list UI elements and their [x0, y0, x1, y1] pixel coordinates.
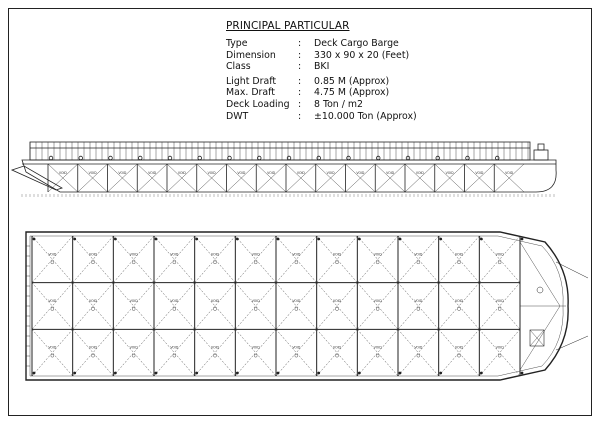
void-label: VOID: [251, 345, 260, 350]
void-label: VOID: [454, 252, 464, 257]
void-label: VOID: [414, 299, 423, 303]
spec-label: DWT: [226, 110, 249, 122]
void-label: VOID: [237, 171, 246, 175]
void-label: VOID: [210, 299, 220, 303]
void-label: VOID: [129, 345, 138, 350]
spec-colon: :: [298, 75, 302, 87]
bollard-mark: [79, 156, 83, 160]
spec-value: Deck Cargo Barge: [314, 38, 399, 49]
void-label: VOID: [118, 171, 127, 175]
winch-mark: [537, 287, 543, 293]
manhole-mark: [173, 354, 176, 357]
bollard-bottom: [399, 372, 402, 375]
void-label: VOID: [292, 345, 301, 350]
spec-value: ±10.000 Ton (Approx): [314, 110, 417, 122]
spec-value: 8 Ton / m2: [314, 98, 363, 110]
bollard-mark: [228, 156, 232, 160]
bollard-bottom: [277, 372, 280, 375]
void-label: VOID: [475, 171, 484, 175]
void-label: VOID: [332, 252, 342, 257]
manhole-mark: [92, 308, 95, 311]
bollard-mark: [495, 156, 499, 160]
bollard-top: [195, 238, 198, 241]
void-label: VOID: [177, 171, 186, 175]
bollard-bottom: [358, 372, 361, 375]
spec-colon: :: [298, 110, 302, 122]
bollard-top: [480, 238, 483, 241]
manhole-mark: [336, 354, 339, 357]
manhole-mark: [51, 308, 54, 311]
void-label: VOID: [292, 299, 301, 303]
deck-inner-outline: [30, 236, 563, 376]
void-label: VOID: [292, 252, 301, 257]
void-label: VOID: [267, 171, 276, 175]
void-label: VOID: [495, 299, 504, 303]
void-label: VOID: [88, 299, 98, 303]
void-label: VOID: [373, 345, 382, 350]
bollard-mark: [317, 156, 321, 160]
manhole-mark: [214, 261, 217, 264]
bollard-mark: [436, 156, 440, 160]
spec-value: BKI: [314, 61, 330, 73]
void-label: VOID: [414, 252, 423, 257]
void-label: VOID: [495, 345, 504, 350]
bollard-top: [236, 238, 239, 241]
manhole-mark: [51, 261, 54, 264]
manhole-mark: [417, 308, 420, 311]
void-label: VOID: [48, 345, 57, 350]
bollard-mark: [138, 156, 142, 160]
void-label: VOID: [414, 345, 423, 350]
void-label: VOID: [170, 299, 179, 303]
deck-plan-view: [26, 232, 588, 380]
manhole-mark: [254, 354, 257, 357]
spec-value: 330 x 90 x 20 (Feet): [314, 49, 410, 61]
deck-cargo-fence: [30, 142, 530, 160]
void-label: VOID: [332, 299, 342, 303]
towing-line: [556, 336, 588, 350]
bollard-mark: [109, 156, 113, 160]
void-label: VOID: [58, 171, 67, 175]
spec-colon: :: [298, 38, 302, 49]
manhole-mark: [458, 354, 461, 357]
void-label: VOID: [210, 252, 220, 257]
void-label: VOID: [454, 345, 464, 350]
void-label: VOID: [332, 345, 342, 350]
manhole-mark: [295, 308, 298, 311]
spec-colon: :: [298, 87, 302, 99]
deckhouse: [534, 150, 548, 160]
manhole-mark: [173, 308, 176, 311]
bollard-top: [33, 238, 36, 241]
bollard-top: [439, 238, 442, 241]
bollard-bottom: [236, 372, 239, 375]
bollard-mark: [466, 156, 470, 160]
void-label: VOID: [373, 299, 382, 303]
side-elevation-view: [12, 142, 556, 197]
void-label: VOID: [129, 299, 138, 303]
manhole-mark: [132, 354, 135, 357]
manhole-mark: [92, 261, 95, 264]
bollard-top: [521, 238, 524, 241]
spec-label: Deck Loading: [226, 98, 290, 110]
principal-particular-title: PRINCIPAL PARTICULAR: [226, 20, 350, 32]
bollard-top: [358, 238, 361, 241]
spec-label: Dimension: [226, 49, 276, 61]
manhole-mark: [132, 261, 135, 264]
void-label: VOID: [148, 171, 157, 175]
spec-colon: :: [298, 49, 302, 61]
bollard-bottom: [439, 372, 442, 375]
void-label: VOID: [129, 252, 138, 257]
void-label: VOID: [170, 345, 179, 350]
bollard-bottom: [114, 372, 117, 375]
void-label: VOID: [251, 252, 260, 257]
bollard-bottom: [33, 372, 36, 375]
void-label: VOID: [386, 171, 395, 175]
void-label: VOID: [251, 299, 260, 303]
bollard-bottom: [521, 372, 524, 375]
bollard-top: [317, 238, 320, 241]
bollard-mark: [198, 156, 202, 160]
bollard-mark: [287, 156, 291, 160]
ramp-profile: [12, 166, 62, 190]
void-label: VOID: [210, 345, 220, 350]
bow-bracing: [520, 242, 560, 306]
manhole-mark: [295, 261, 298, 264]
void-label: VOID: [445, 171, 454, 175]
bollard-bottom: [480, 372, 483, 375]
manhole-mark: [376, 261, 379, 264]
manhole-mark: [417, 261, 420, 264]
bollard-mark: [376, 156, 380, 160]
manhole-mark: [173, 261, 176, 264]
manhole-mark: [92, 354, 95, 357]
manhole-mark: [214, 308, 217, 311]
bollard-mark: [347, 156, 351, 160]
manhole-mark: [132, 308, 135, 311]
bollard-bottom: [195, 372, 198, 375]
manhole-mark: [458, 308, 461, 311]
void-label: VOID: [454, 299, 464, 303]
void-label: VOID: [88, 252, 98, 257]
bollard-top: [73, 238, 76, 241]
manhole-mark: [254, 261, 257, 264]
manhole-mark: [376, 354, 379, 357]
void-label: VOID: [48, 299, 57, 303]
bollard-top: [399, 238, 402, 241]
manhole-mark: [336, 308, 339, 311]
spec-label: Class: [226, 61, 251, 73]
void-label: VOID: [170, 252, 179, 257]
void-label: VOID: [88, 171, 97, 175]
spec-colon: :: [298, 98, 302, 110]
manhole-mark: [417, 354, 420, 357]
bollard-mark: [49, 156, 53, 160]
void-label: VOID: [48, 252, 57, 257]
bollard-top: [114, 238, 117, 241]
spec-value: 0.85 M (Approx): [314, 75, 390, 87]
bollard-top: [155, 238, 158, 241]
void-label: VOID: [207, 171, 216, 175]
void-label: VOID: [373, 252, 382, 257]
bollard-bottom: [317, 372, 320, 375]
void-label: VOID: [505, 171, 514, 175]
void-label: VOID: [88, 345, 98, 350]
manhole-mark: [376, 308, 379, 311]
bollard-bottom: [155, 372, 158, 375]
manhole-mark: [254, 308, 257, 311]
bow-bracing: [520, 306, 560, 370]
void-label: VOID: [356, 171, 365, 175]
manhole-mark: [295, 354, 298, 357]
void-label: VOID: [296, 171, 305, 175]
spec-value: 4.75 M (Approx): [314, 87, 390, 99]
void-label: VOID: [495, 252, 504, 257]
manhole-mark: [498, 308, 501, 311]
deckhouse-top: [538, 144, 544, 150]
manhole-mark: [498, 261, 501, 264]
bollard-bottom: [73, 372, 76, 375]
towing-line: [556, 262, 588, 278]
bollard-top: [277, 238, 280, 241]
spec-label: Light Draft: [226, 75, 277, 87]
spec-colon: :: [298, 61, 302, 73]
manhole-mark: [51, 354, 54, 357]
manhole-mark: [458, 261, 461, 264]
manhole-mark: [336, 261, 339, 264]
spec-label: Type: [226, 38, 248, 49]
manhole-mark: [498, 354, 501, 357]
bollard-mark: [168, 156, 172, 160]
void-label: VOID: [415, 171, 424, 175]
void-label: VOID: [326, 171, 335, 175]
manhole-mark: [214, 354, 217, 357]
spec-label: Max. Draft: [226, 87, 275, 99]
